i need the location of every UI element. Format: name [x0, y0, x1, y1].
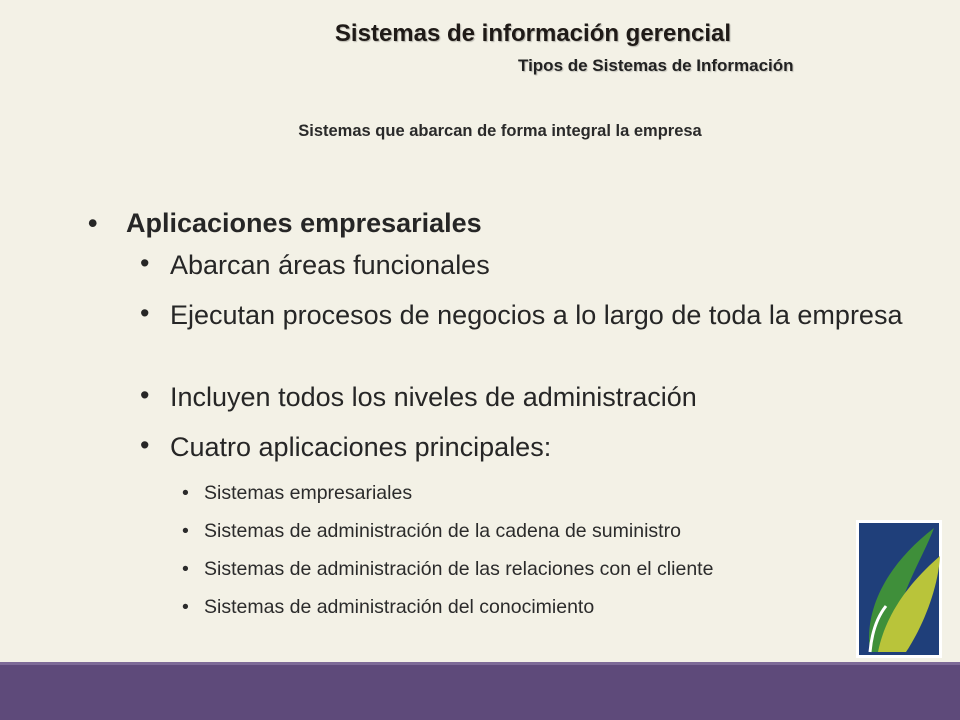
sub-sub-bullet-text: Sistemas de administración de las relaciones con el cliente	[204, 558, 714, 580]
bullet-dot: •	[182, 482, 189, 504]
sub-bullet-text: Abarcan áreas funcionales	[170, 250, 490, 280]
slide-title: Sistemas de información gerencial	[334, 20, 732, 47]
sub-sub-bullet	[182, 482, 902, 505]
sub-bullet-text: Cuatro aplicaciones principales:	[170, 432, 552, 462]
bullet-dot: •	[182, 558, 189, 580]
section-heading: Sistemas que abarcan de forma integral la empresa	[298, 122, 702, 140]
sub-sub-bullet-text: Sistemas de administración del conocimiento	[204, 596, 595, 618]
bullet-dot: •	[140, 380, 150, 410]
slide-subtitle: Tipos de Sistemas de Información	[518, 56, 794, 75]
main-bullet-text: Aplicaciones empresariales	[126, 208, 482, 238]
bullet-dot: •	[182, 520, 189, 542]
sub-bullet	[140, 430, 930, 464]
bullet-dot: •	[140, 248, 150, 278]
bullet-dot: •	[140, 298, 150, 328]
sub-sub-bullet	[182, 520, 902, 543]
sub-bullet	[140, 380, 930, 414]
sub-bullet	[140, 298, 930, 332]
sub-bullet-text: Incluyen todos los niveles de administración	[170, 382, 697, 412]
main-bullet	[88, 208, 482, 239]
sub-sub-bullet-text: Sistemas empresariales	[204, 482, 413, 504]
sub-bullet	[140, 248, 930, 282]
footer-bar	[0, 662, 960, 720]
leaf-logo-icon	[856, 520, 942, 658]
sub-sub-bullet	[182, 558, 902, 581]
bullet-dot: •	[182, 596, 189, 618]
sub-sub-bullet	[182, 596, 902, 619]
sub-sub-bullet-text: Sistemas de administración de la cadena de suministro	[204, 520, 681, 542]
sub-bullet-text: Ejecutan procesos de negocios a lo largo de toda la empresa	[170, 300, 903, 330]
bullet-dot: •	[140, 430, 150, 460]
bullet-dot: •	[88, 208, 98, 238]
